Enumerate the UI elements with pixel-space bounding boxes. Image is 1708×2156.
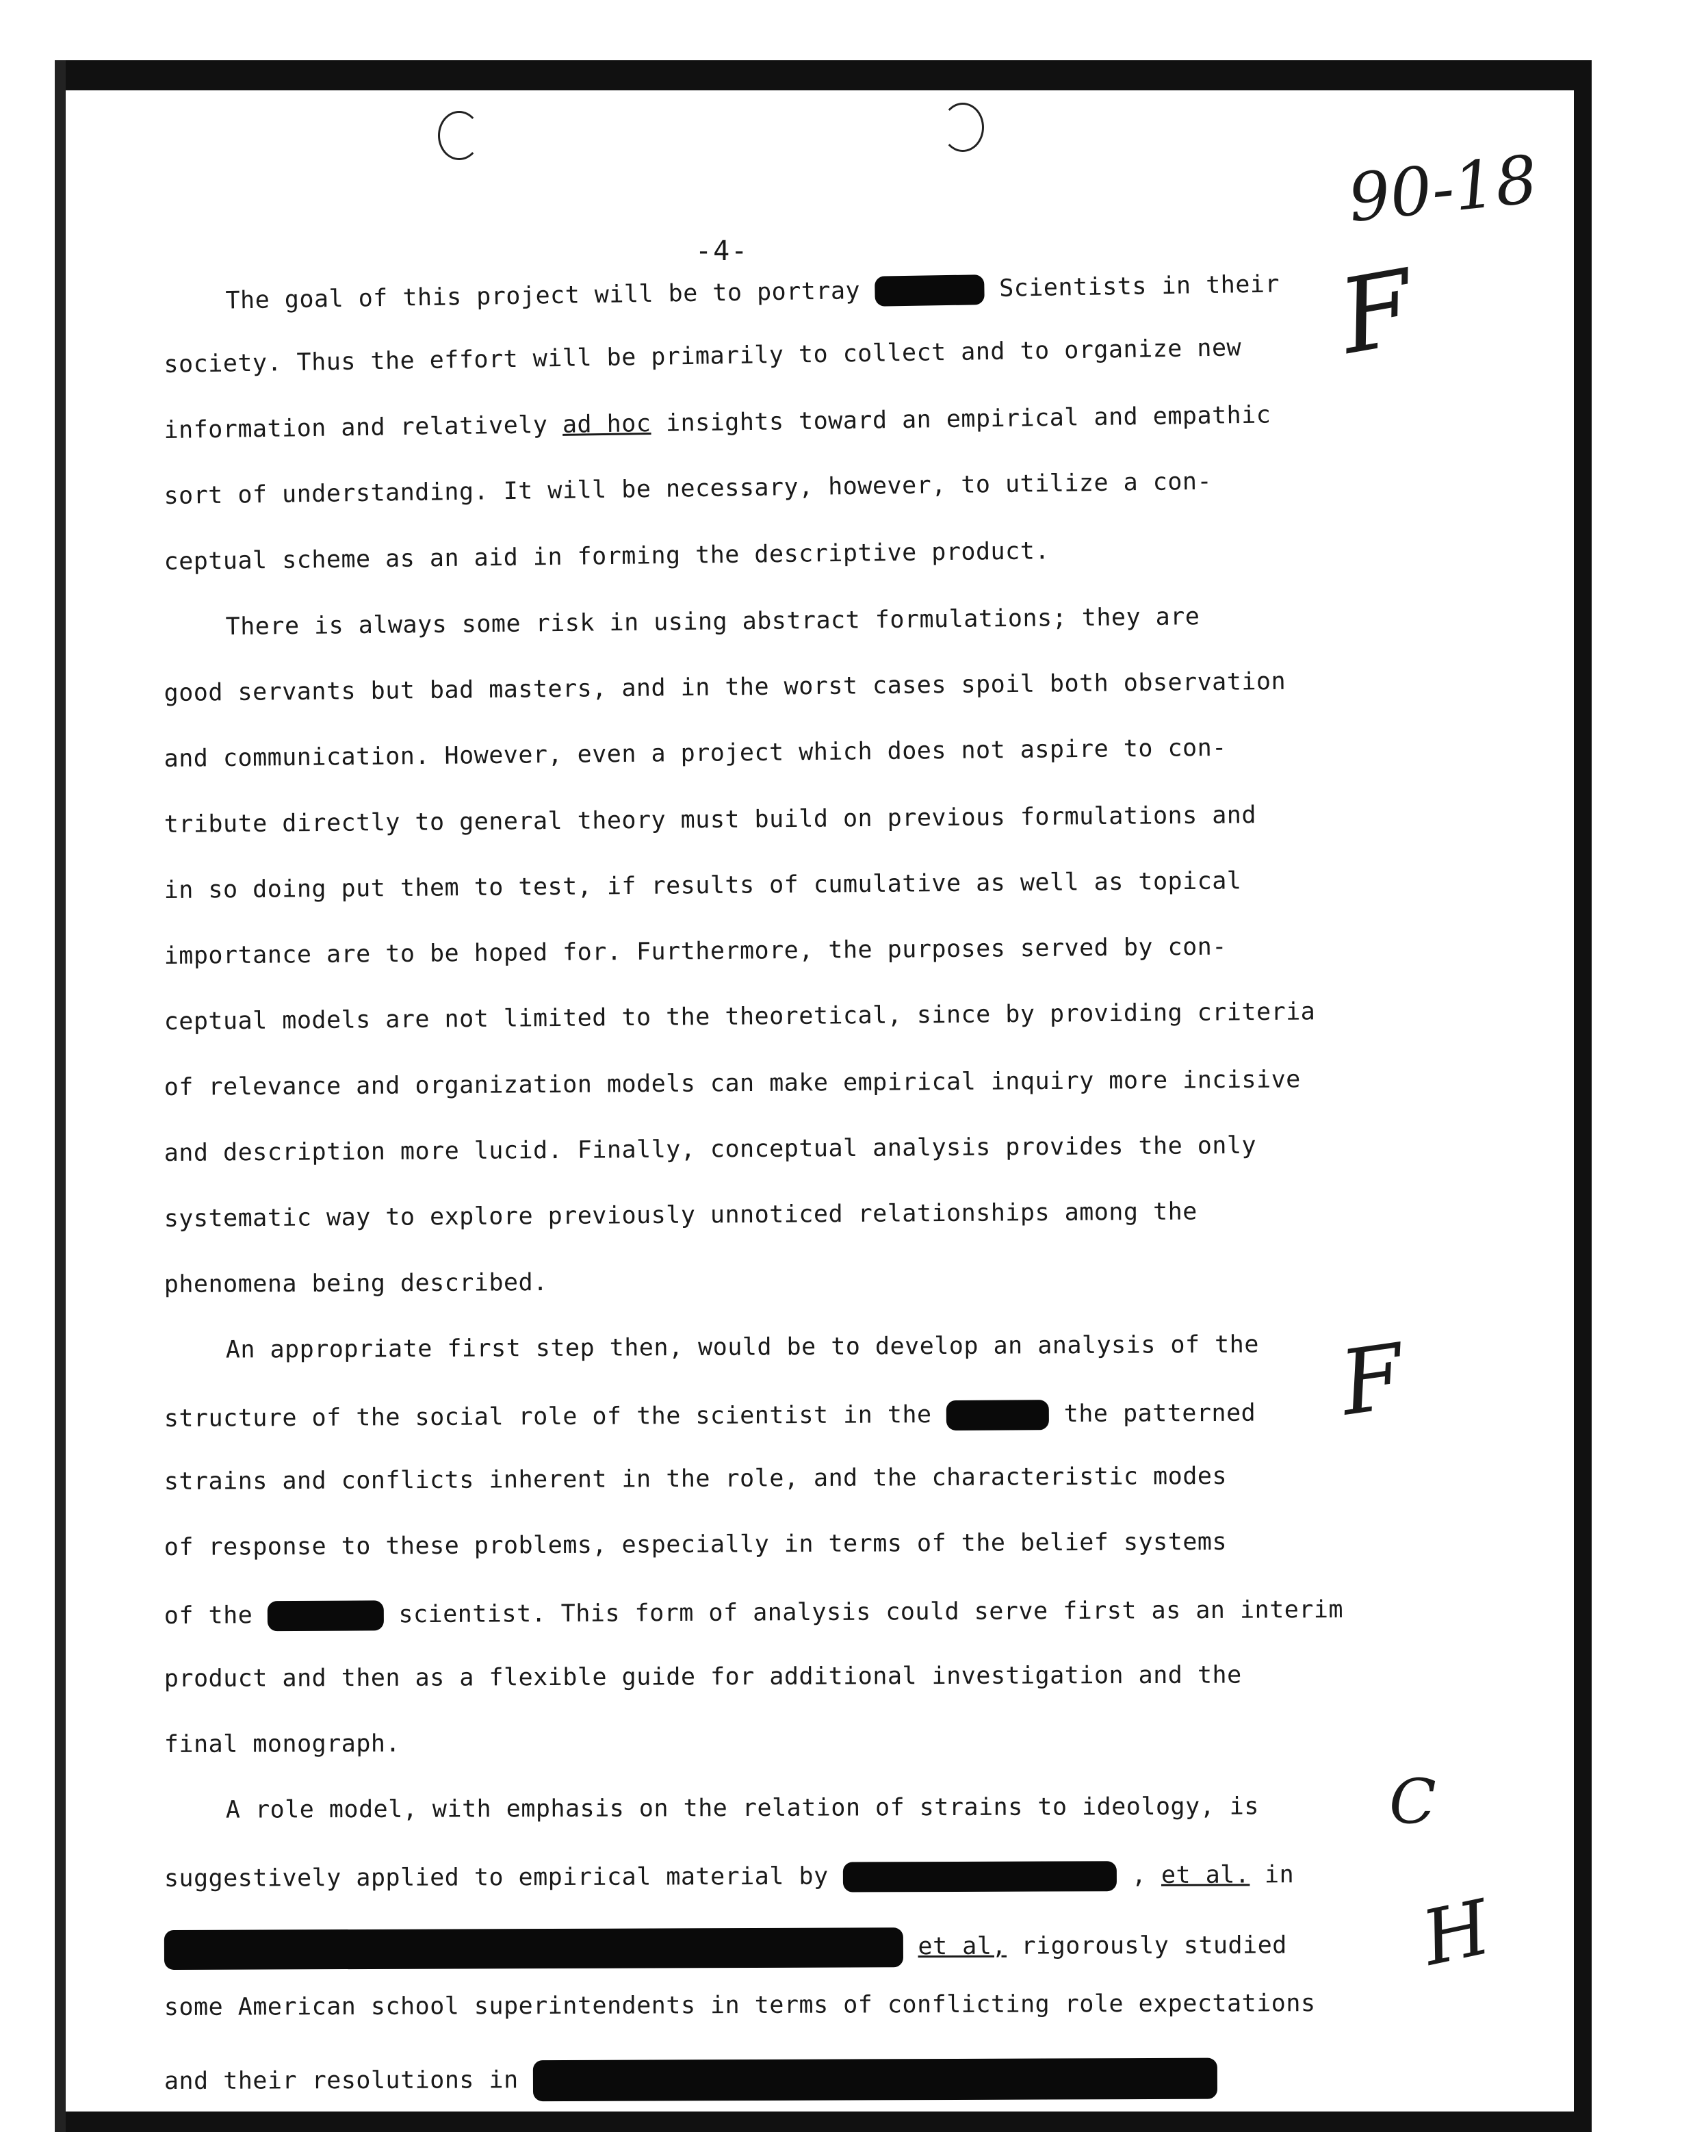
punch-hole-left	[438, 111, 480, 160]
text-segment: the patterned	[1063, 1399, 1256, 1428]
text-line: suggestively applied to empirical material by , et al. in	[164, 1861, 1295, 1892]
text-segment-underlined: ad hoc	[562, 410, 651, 439]
margin-mark-f-1: F	[1331, 248, 1423, 378]
body-text	[164, 270, 1344, 2127]
text-segment: Scientists in their	[998, 270, 1280, 303]
text-line	[164, 1992, 1341, 2062]
text-line	[164, 1795, 1341, 1864]
text-line	[164, 1267, 1341, 1339]
redaction-block	[533, 2058, 1217, 2101]
margin-mark-c: C	[1389, 1766, 1436, 1838]
text-segment: insights toward an empirical and empathic	[665, 401, 1271, 437]
text-line	[164, 1729, 1341, 1799]
page-number: -4-	[695, 235, 749, 267]
text-segment-underlined: et al,	[918, 1932, 1007, 1961]
text-line	[164, 1068, 1342, 1142]
text-segment: ceptual scheme as an aid in forming the descriptive product.	[164, 537, 1050, 576]
text-segment: and description more lucid. Finally, conceptual analysis provides the only	[164, 1131, 1257, 1168]
margin-mark-f-2: F	[1334, 1324, 1410, 1436]
text-line	[164, 1398, 1341, 1470]
text-line	[164, 735, 1341, 813]
text-line	[164, 1530, 1341, 1602]
text-segment: product and then as a flexible guide for additional investigation and the	[164, 1661, 1242, 1693]
redaction-block	[946, 1400, 1049, 1430]
punch-hole-right	[942, 103, 984, 152]
text-segment: strains and conflicts inherent in the role, and the characteristic modes	[164, 1462, 1228, 1496]
text-segment: tribute directly to general theory must build on previous formulations and	[164, 801, 1257, 839]
redaction-block	[843, 1861, 1117, 1892]
text-segment: ceptual models are not limited to the theoretical, since by providing criteria	[164, 998, 1316, 1036]
text-segment: systematic way to explore previously unnoticed relationships among the	[164, 1198, 1198, 1233]
text-segment: final monograph.	[164, 1730, 401, 1758]
text-segment: of the	[164, 1602, 253, 1630]
text-segment: rigorously studied	[1021, 1932, 1287, 1960]
text-segment: scientist. This form of analysis could serve first as an interim	[398, 1595, 1344, 1629]
text-line	[164, 1000, 1342, 1076]
text-line	[164, 1333, 1341, 1404]
text-segment: There is always some risk in using abstract formulations; they are	[225, 603, 1200, 641]
scan-left-edge	[55, 60, 66, 2132]
redaction-block	[164, 1927, 903, 1970]
text-segment: and communication. However, even a project which does not aspire to con-	[164, 734, 1227, 773]
text-line	[164, 1199, 1342, 1273]
text-segment: of relevance and organization models can make empirical inquiry more incisive	[164, 1066, 1301, 1102]
text-segment: society. Thus the effort will be primarily to collect and to organize new	[164, 334, 1242, 379]
text-segment-underlined: et al.	[1161, 1861, 1250, 1889]
text-segment: The goal of this project will be to portray	[225, 277, 861, 315]
text-segment: sort of understanding. It will be necessary, however, to utilize a con-	[164, 467, 1213, 511]
text-segment: A role model, with emphasis on the relation of strains to ideology, is	[225, 1793, 1259, 1824]
text-line	[164, 2057, 1341, 2127]
text-segment: importance are to be hoped for. Furthermore, the purposes served by con-	[164, 933, 1228, 971]
scan-right-edge	[1574, 60, 1592, 2132]
margin-mark-h: H	[1414, 1883, 1498, 1983]
text-segment: some American school superintendents in terms of conflicting role expectations	[164, 1990, 1316, 2021]
text-line	[164, 1464, 1341, 1536]
text-segment: information and relatively	[164, 411, 548, 445]
text-line	[164, 1663, 1341, 1733]
handwritten-reference-number: 90-18	[1344, 140, 1541, 238]
text-line	[164, 1595, 1344, 1667]
redaction-block	[875, 274, 985, 307]
text-segment: phenomena being described.	[164, 1269, 548, 1299]
text-segment: structure of the social role of the scientist in the	[164, 1401, 932, 1433]
text-segment: in so doing put them to test, if results of cumulative as well as topical	[164, 867, 1242, 905]
text-segment: An appropriate first step then, would be to develop an analysis of the	[225, 1331, 1259, 1364]
text-segment: of response to these problems, especially in terms of the belief systems	[164, 1528, 1228, 1561]
text-line	[164, 1133, 1342, 1207]
scan-top-edge	[55, 60, 1592, 90]
text-segment: suggestively applied to empirical material by	[164, 1862, 829, 1892]
text-segment: good servants but bad masters, and in the worst cases spoil both observation	[164, 667, 1286, 708]
redaction-block	[268, 1600, 384, 1631]
text-line	[164, 1926, 1341, 1996]
text-segment: and their resolutions in	[164, 2066, 519, 2095]
text-segment: in	[1264, 1861, 1295, 1889]
